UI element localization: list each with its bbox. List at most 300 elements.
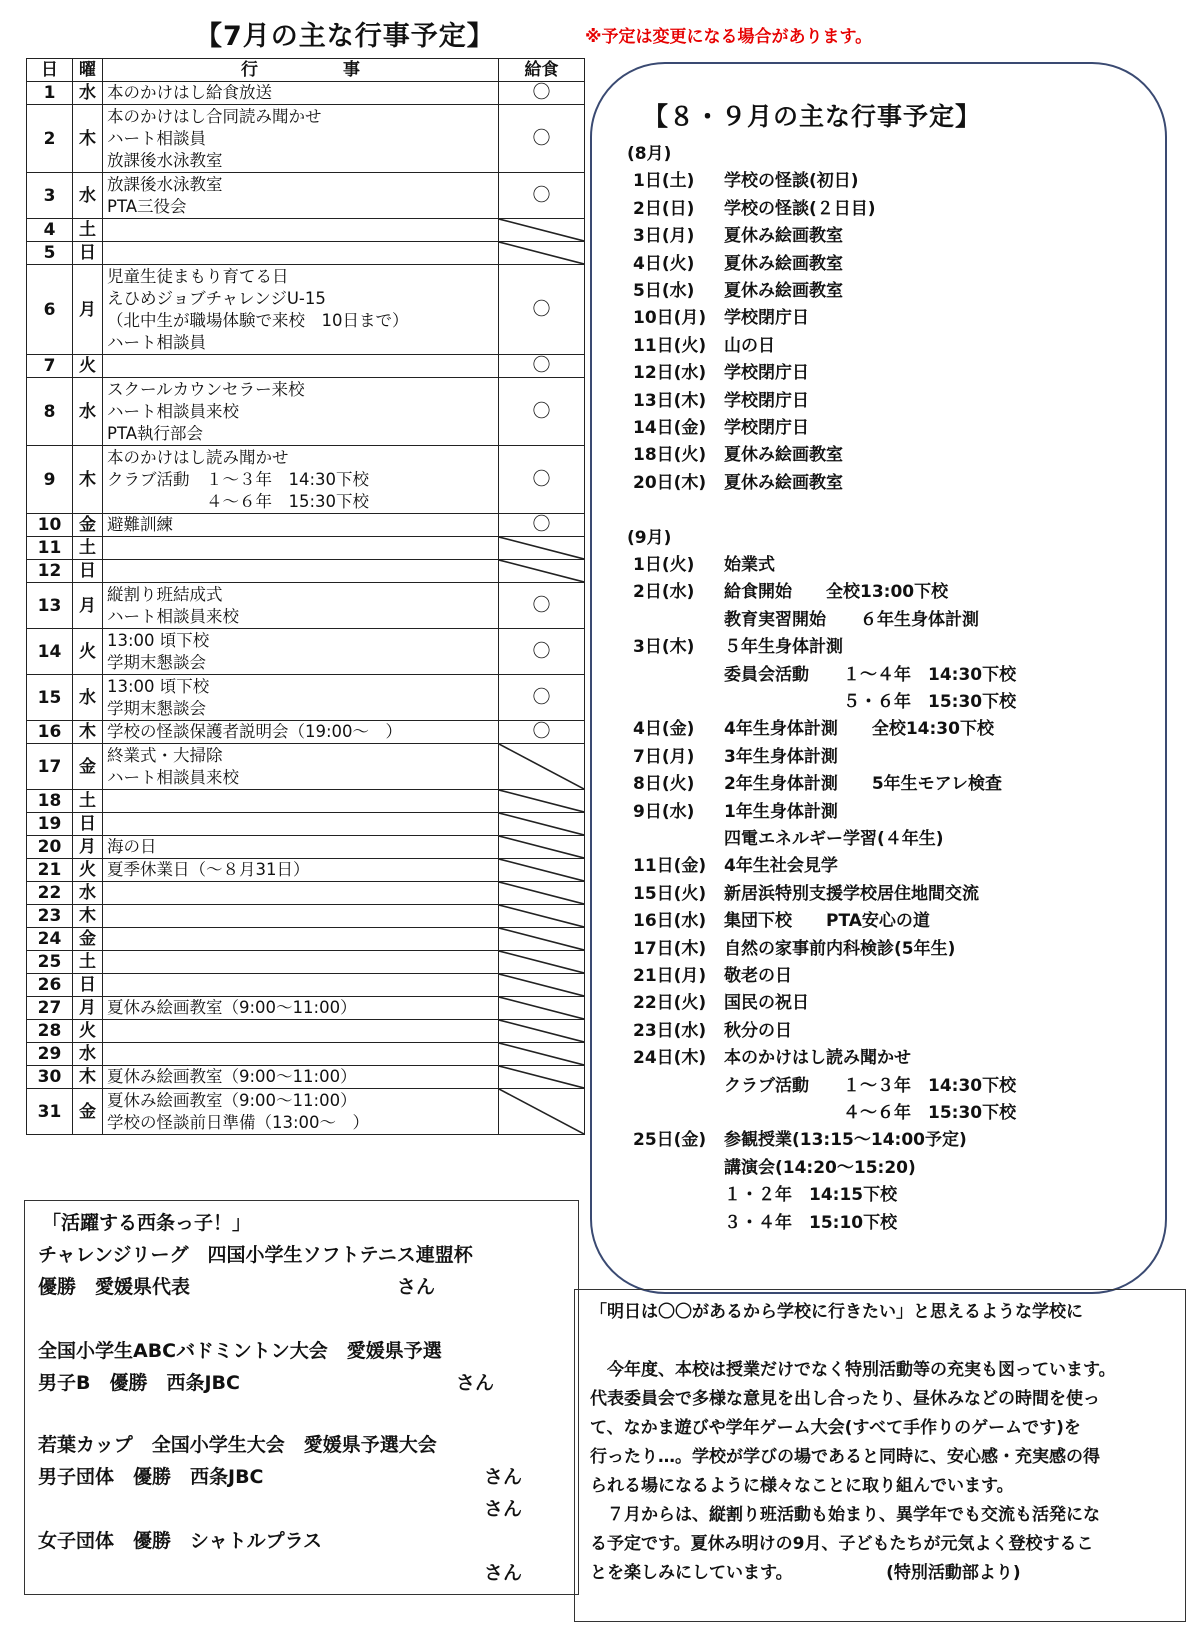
achievement-san: さん bbox=[484, 1466, 523, 1488]
schedule-date: 18日(火) bbox=[633, 445, 707, 466]
schedule-event: 敬老の日 bbox=[724, 966, 792, 986]
schedule-event: 夏休み絵画教室 bbox=[724, 226, 843, 247]
message-line: 行ったり…。学校が学びの場であると同時に、安心感・充実感の得 bbox=[590, 1447, 1100, 1467]
event-line: 縦割り班結成式 bbox=[107, 584, 223, 604]
table-row bbox=[27, 583, 585, 629]
weekday-cell: 月 bbox=[73, 836, 103, 859]
header-lunch: 給食 bbox=[499, 59, 585, 82]
day-cell: 28 bbox=[27, 1020, 73, 1043]
weekday-cell: 土 bbox=[73, 790, 103, 813]
day-cell: 30 bbox=[27, 1066, 73, 1089]
weekday-cell: 月 bbox=[73, 583, 103, 629]
lunch-cell bbox=[499, 1020, 585, 1043]
weekday-cell: 日 bbox=[73, 560, 103, 583]
lunch-circle-mark: 〇 bbox=[532, 721, 551, 742]
lunch-cell bbox=[499, 173, 585, 219]
message-line: て、なかま遊びや学年ゲーム大会(すべて手作りのゲームです)を bbox=[590, 1418, 1081, 1438]
table-row bbox=[27, 537, 585, 560]
day-cell: 23 bbox=[27, 905, 73, 928]
event-cell bbox=[103, 242, 499, 265]
schedule-date: 1日(土) bbox=[633, 171, 695, 192]
event-cell bbox=[103, 882, 499, 905]
schedule-event: 教育実習開始 ６年生身体計測 bbox=[724, 609, 979, 630]
weekday-cell: 土 bbox=[73, 951, 103, 974]
event-line: ハート相談員来校 bbox=[107, 767, 239, 787]
schedule-event: 自然の家事前内科検診(5年生) bbox=[724, 938, 956, 959]
weekday-cell: 木 bbox=[73, 905, 103, 928]
event-line: 夏休み絵画教室（9:00～11:00） bbox=[107, 1067, 357, 1086]
achievement-line: 女子団体 優勝 シャトルプラス bbox=[38, 1530, 323, 1552]
weekday-cell: 水 bbox=[73, 378, 103, 446]
event-cell bbox=[103, 721, 499, 744]
table-row bbox=[27, 1066, 585, 1089]
day-cell: 10 bbox=[27, 514, 73, 537]
event-line: 夏休み絵画教室（9:00～11:00） bbox=[107, 998, 357, 1017]
achievements-title: 「活躍する西条っ子！」 bbox=[42, 1212, 252, 1234]
no-lunch-slash-icon bbox=[499, 1089, 584, 1134]
day-cell: 5 bbox=[27, 242, 73, 265]
event-line: えひめジョブチャレンジU-15 bbox=[107, 288, 326, 308]
no-lunch-slash-icon bbox=[499, 997, 584, 1019]
event-line: 13:00 頃下校 bbox=[107, 676, 210, 696]
weekday-cell: 月 bbox=[73, 265, 103, 355]
weekday-cell: 火 bbox=[73, 629, 103, 675]
lunch-cell bbox=[499, 629, 585, 675]
event-line bbox=[107, 928, 494, 950]
lunch-circle-mark: 〇 bbox=[532, 127, 551, 149]
event-cell bbox=[103, 173, 499, 219]
weekday-cell: 水 bbox=[73, 1043, 103, 1066]
day-cell: 20 bbox=[27, 836, 73, 859]
schedule-date: 2日(日) bbox=[633, 198, 695, 219]
message-line: 今年度、本校は授業だけでなく特別活動等の充実も図っています。 bbox=[590, 1360, 1116, 1380]
event-line bbox=[107, 813, 494, 835]
month-label-september: (9月) bbox=[627, 527, 672, 548]
no-lunch-slash-icon bbox=[499, 219, 584, 241]
lunch-cell bbox=[499, 721, 585, 744]
schedule-event: 夏休み絵画教室 bbox=[724, 253, 843, 274]
weekday-cell: 日 bbox=[73, 813, 103, 836]
schedule-event: 講演会(14:20～15:20) bbox=[724, 1157, 916, 1178]
day-cell: 18 bbox=[27, 790, 73, 813]
lunch-cell bbox=[499, 951, 585, 974]
event-cell bbox=[103, 537, 499, 560]
day-cell: 29 bbox=[27, 1043, 73, 1066]
day-cell: 3 bbox=[27, 173, 73, 219]
lunch-cell bbox=[499, 859, 585, 882]
lunch-cell bbox=[499, 836, 585, 859]
event-cell bbox=[103, 859, 499, 882]
schedule-event: ３・４年 15:10下校 bbox=[724, 1212, 898, 1233]
event-line: （北中生が職場体験で来校 10日まで） bbox=[107, 310, 409, 330]
weekday-cell: 土 bbox=[73, 537, 103, 560]
lunch-cell bbox=[499, 744, 585, 790]
table-row bbox=[27, 82, 585, 105]
table-row bbox=[27, 265, 585, 355]
event-cell bbox=[103, 905, 499, 928]
event-cell bbox=[103, 560, 499, 583]
no-lunch-slash-icon bbox=[499, 560, 584, 582]
event-line bbox=[107, 219, 494, 241]
event-cell bbox=[103, 446, 499, 514]
no-lunch-slash-icon bbox=[499, 836, 584, 858]
schedule-date: 2日(水) bbox=[633, 582, 695, 603]
schedule-event: 学校の怪談(２日目) bbox=[724, 198, 876, 219]
day-cell: 8 bbox=[27, 378, 73, 446]
event-line: ハート相談員来校 bbox=[107, 606, 239, 626]
lunch-cell bbox=[499, 928, 585, 951]
event-line: 夏季休業日（～８月31日） bbox=[107, 860, 310, 879]
no-lunch-slash-icon bbox=[499, 859, 584, 881]
achievement-san: さん bbox=[456, 1372, 495, 1394]
event-line: 学期末懇談会 bbox=[107, 698, 206, 718]
day-cell: 14 bbox=[27, 629, 73, 675]
day-cell: 6 bbox=[27, 265, 73, 355]
event-cell bbox=[103, 583, 499, 629]
lunch-circle-mark: 〇 bbox=[532, 400, 551, 422]
achievement-line: チャレンジリーグ 四国小学生ソフトテニス連盟杯 bbox=[38, 1244, 473, 1266]
lunch-circle-mark: 〇 bbox=[532, 468, 551, 490]
event-cell bbox=[103, 1066, 499, 1089]
event-cell bbox=[103, 997, 499, 1020]
lunch-cell bbox=[499, 446, 585, 514]
day-cell: 13 bbox=[27, 583, 73, 629]
lunch-cell bbox=[499, 105, 585, 173]
table-row bbox=[27, 721, 585, 744]
lunch-cell bbox=[499, 219, 585, 242]
table-row bbox=[27, 514, 585, 537]
table-row bbox=[27, 997, 585, 1020]
weekday-cell: 日 bbox=[73, 242, 103, 265]
no-lunch-slash-icon bbox=[499, 790, 584, 812]
event-cell bbox=[103, 1020, 499, 1043]
table-row bbox=[27, 905, 585, 928]
weekday-cell: 火 bbox=[73, 1020, 103, 1043]
achievement-line: 男子団体 優勝 西条JBC bbox=[38, 1466, 264, 1488]
lunch-cell bbox=[499, 905, 585, 928]
july-schedule-table bbox=[26, 58, 585, 1135]
lunch-cell bbox=[499, 1066, 585, 1089]
table-row bbox=[27, 675, 585, 721]
month-label-august: (8月) bbox=[627, 144, 672, 164]
lunch-circle-mark: 〇 bbox=[532, 184, 551, 206]
achievement-line: 全国小学生ABCバドミントン大会 愛媛県予選 bbox=[38, 1340, 442, 1362]
schedule-date: 20日(木) bbox=[633, 472, 707, 493]
header-day: 日 bbox=[27, 59, 73, 82]
day-cell: 11 bbox=[27, 537, 73, 560]
schedule-date: 15日(火) bbox=[633, 883, 707, 904]
lunch-cell bbox=[499, 82, 585, 105]
schedule-event: 3年生身体計測 bbox=[724, 746, 838, 767]
schedule-event: ４～６年 15:30下校 bbox=[724, 1103, 1017, 1123]
schedule-date: 22日(火) bbox=[633, 993, 707, 1014]
no-lunch-slash-icon bbox=[499, 1043, 584, 1065]
event-line: 13:00 頃下校 bbox=[107, 630, 210, 650]
schedule-change-note: ※予定は変更になる場合があります。 bbox=[585, 27, 873, 47]
message-line: とを楽しみにしています。 (特別活動部より) bbox=[590, 1563, 1021, 1583]
no-lunch-slash-icon bbox=[499, 974, 584, 996]
schedule-event: 4年生社会見学 bbox=[724, 856, 838, 877]
table-row bbox=[27, 1043, 585, 1066]
event-line: PTA三役会 bbox=[107, 196, 187, 216]
lunch-cell bbox=[499, 790, 585, 813]
day-cell: 22 bbox=[27, 882, 73, 905]
table-row bbox=[27, 951, 585, 974]
schedule-event: 委員会活動 １～４年 14:30下校 bbox=[724, 664, 1017, 685]
schedule-event: ５・６年 15:30下校 bbox=[724, 692, 1017, 712]
weekday-cell: 木 bbox=[73, 105, 103, 173]
header-dow: 曜 bbox=[73, 59, 103, 82]
lunch-cell bbox=[499, 997, 585, 1020]
no-lunch-slash-icon bbox=[499, 242, 584, 264]
day-cell: 21 bbox=[27, 859, 73, 882]
weekday-cell: 水 bbox=[73, 675, 103, 721]
event-line: 放課後水泳教室 bbox=[107, 150, 223, 170]
achievement-line: 男子B 優勝 西条JBC bbox=[38, 1372, 240, 1394]
schedule-event: 参観授業(13:15～14:00予定) bbox=[724, 1130, 967, 1151]
no-lunch-slash-icon bbox=[499, 744, 584, 789]
day-cell: 7 bbox=[27, 355, 73, 378]
schedule-event: 夏休み絵画教室 bbox=[724, 472, 843, 493]
schedule-date: 3日(木) bbox=[633, 637, 695, 658]
message-line: ７月からは、縦割り班活動も始まり、異学年でも交流も活発にな bbox=[590, 1505, 1100, 1525]
message-heading: 「明日は〇〇があるから学校に行きたい」と思えるような学校に bbox=[590, 1302, 1083, 1322]
schedule-event: 山の日 bbox=[724, 335, 775, 356]
schedule-date: 11日(火) bbox=[633, 335, 707, 356]
day-cell: 16 bbox=[27, 721, 73, 744]
event-line bbox=[107, 951, 494, 973]
weekday-cell: 水 bbox=[73, 82, 103, 105]
day-cell: 2 bbox=[27, 105, 73, 173]
table-row bbox=[27, 813, 585, 836]
weekday-cell: 金 bbox=[73, 1089, 103, 1135]
event-line bbox=[107, 905, 494, 927]
schedule-event: 学校閉庁日 bbox=[724, 363, 809, 384]
july-table-body bbox=[27, 82, 585, 1135]
schedule-event: 4年生身体計測 全校14:30下校 bbox=[724, 719, 994, 740]
table-row bbox=[27, 242, 585, 265]
table-row bbox=[27, 790, 585, 813]
table-row bbox=[27, 219, 585, 242]
event-cell bbox=[103, 951, 499, 974]
schedule-event: 1年生身体計測 bbox=[724, 801, 838, 822]
augsep-title: 【８・９月の主な行事予定】 bbox=[643, 102, 982, 131]
day-cell: 25 bbox=[27, 951, 73, 974]
table-row bbox=[27, 629, 585, 675]
no-lunch-slash-icon bbox=[499, 951, 584, 973]
no-lunch-slash-icon bbox=[499, 928, 584, 950]
schedule-event: 四電エネルギー学習(４年生) bbox=[724, 829, 944, 849]
schedule-date: 11日(金) bbox=[633, 856, 707, 877]
schedule-event: 給食開始 全校13:00下校 bbox=[724, 582, 949, 603]
event-line: 学校の怪談前日準備（13:00～ ） bbox=[107, 1112, 370, 1132]
event-line: 夏休み絵画教室（9:00～11:00） bbox=[107, 1090, 357, 1110]
event-cell bbox=[103, 219, 499, 242]
schedule-event: 学校の怪談(初日) bbox=[724, 171, 859, 192]
schedule-date: 1日(火) bbox=[633, 555, 695, 575]
event-line: クラブ活動 １～３年 14:30下校 bbox=[107, 469, 370, 489]
event-line: 避難訓練 bbox=[107, 515, 173, 534]
message-line: られる場になるように様々なことに取り組んでいます。 bbox=[590, 1476, 1014, 1496]
event-cell bbox=[103, 974, 499, 997]
schedule-date: 14日(金) bbox=[633, 418, 707, 438]
table-row bbox=[27, 446, 585, 514]
event-cell bbox=[103, 675, 499, 721]
weekday-cell: 火 bbox=[73, 355, 103, 378]
weekday-cell: 木 bbox=[73, 1066, 103, 1089]
day-cell: 1 bbox=[27, 82, 73, 105]
table-row bbox=[27, 355, 585, 378]
event-line: 本のかけはし給食放送 bbox=[107, 83, 272, 102]
table-row bbox=[27, 173, 585, 219]
table-header-row bbox=[27, 59, 585, 82]
no-lunch-slash-icon bbox=[499, 1020, 584, 1042]
table-row bbox=[27, 974, 585, 997]
event-line bbox=[107, 974, 494, 996]
event-cell bbox=[103, 82, 499, 105]
lunch-cell bbox=[499, 378, 585, 446]
table-row bbox=[27, 882, 585, 905]
event-cell bbox=[103, 378, 499, 446]
schedule-date: 25日(金) bbox=[633, 1130, 707, 1151]
header-event: 行 事 bbox=[103, 59, 499, 82]
schedule-event: 学校閉庁日 bbox=[724, 390, 809, 411]
event-line bbox=[107, 537, 494, 559]
schedule-event: 2年生身体計測 5年生モアレ検査 bbox=[724, 774, 1002, 795]
event-line: ハート相談員 bbox=[107, 128, 206, 148]
table-row bbox=[27, 105, 585, 173]
weekday-cell: 土 bbox=[73, 219, 103, 242]
lunch-cell bbox=[499, 1089, 585, 1135]
event-line: ハート相談員来校 bbox=[107, 401, 239, 421]
event-cell bbox=[103, 355, 499, 378]
day-cell: 17 bbox=[27, 744, 73, 790]
schedule-date: 5日(水) bbox=[633, 281, 695, 301]
schedule-event: 学校閉庁日 bbox=[724, 308, 809, 329]
lunch-cell bbox=[499, 265, 585, 355]
event-line: 本のかけはし合同読み聞かせ bbox=[107, 106, 322, 126]
lunch-cell bbox=[499, 560, 585, 583]
schedule-date: 4日(火) bbox=[633, 253, 695, 274]
no-lunch-slash-icon bbox=[499, 537, 584, 559]
table-row bbox=[27, 1020, 585, 1043]
event-cell bbox=[103, 105, 499, 173]
schedule-date: 3日(月) bbox=[633, 226, 695, 247]
schedule-event: 本のかけはし読み聞かせ bbox=[724, 1048, 911, 1069]
event-line bbox=[107, 355, 494, 377]
event-cell bbox=[103, 790, 499, 813]
event-cell bbox=[103, 265, 499, 355]
schedule-event: 集団下校 PTA安心の道 bbox=[724, 911, 930, 932]
event-line bbox=[107, 560, 494, 582]
event-line: ハート相談員 bbox=[107, 332, 206, 352]
lunch-circle-mark: 〇 bbox=[532, 298, 551, 320]
day-cell: 26 bbox=[27, 974, 73, 997]
schedule-event: 国民の祝日 bbox=[724, 993, 809, 1014]
lunch-circle-mark: 〇 bbox=[532, 82, 551, 103]
event-line: 本のかけはし読み聞かせ bbox=[107, 447, 289, 467]
weekday-cell: 金 bbox=[73, 928, 103, 951]
schedule-event: ５年生身体計測 bbox=[724, 637, 843, 658]
event-line: スクールカウンセラー来校 bbox=[107, 379, 305, 399]
lunch-cell bbox=[499, 813, 585, 836]
table-row bbox=[27, 928, 585, 951]
lunch-cell bbox=[499, 675, 585, 721]
weekday-cell: 金 bbox=[73, 514, 103, 537]
event-line: PTA執行部会 bbox=[107, 423, 204, 443]
july-title: 【7月の主な行事予定】 bbox=[195, 21, 495, 52]
schedule-event: 夏休み絵画教室 bbox=[724, 281, 843, 301]
weekday-cell: 水 bbox=[73, 882, 103, 905]
day-cell: 24 bbox=[27, 928, 73, 951]
event-cell bbox=[103, 813, 499, 836]
event-line: 放課後水泳教室 bbox=[107, 174, 223, 194]
event-line: 学期末懇談会 bbox=[107, 652, 206, 672]
event-cell bbox=[103, 928, 499, 951]
schedule-date: 8日(火) bbox=[633, 774, 695, 795]
schedule-date: 21日(月) bbox=[633, 966, 707, 986]
schedule-date: 9日(水) bbox=[633, 801, 695, 822]
schedule-date: 4日(金) bbox=[633, 719, 695, 740]
event-cell bbox=[103, 836, 499, 859]
lunch-cell bbox=[499, 974, 585, 997]
schedule-date: 10日(月) bbox=[633, 308, 707, 329]
schedule-event: １・２年 14:15下校 bbox=[724, 1185, 898, 1206]
event-line bbox=[107, 882, 494, 904]
event-cell bbox=[103, 1043, 499, 1066]
schedule-event: 新居浜特別支援学校居住地間交流 bbox=[724, 883, 979, 904]
message-line: 代表委員会で多様な意見を出し合ったり、昼休みなどの時間を使っ bbox=[590, 1389, 1100, 1409]
achievement-san: さん bbox=[484, 1498, 523, 1520]
weekday-cell: 木 bbox=[73, 446, 103, 514]
table-row bbox=[27, 560, 585, 583]
lunch-cell bbox=[499, 537, 585, 560]
day-cell: 31 bbox=[27, 1089, 73, 1135]
lunch-circle-mark: 〇 bbox=[532, 640, 551, 662]
lunch-cell bbox=[499, 583, 585, 629]
event-line: 海の日 bbox=[107, 837, 157, 856]
no-lunch-slash-icon bbox=[499, 905, 584, 927]
achievement-san: さん bbox=[484, 1562, 523, 1584]
table-row bbox=[27, 1089, 585, 1135]
event-cell bbox=[103, 744, 499, 790]
event-line bbox=[107, 790, 494, 812]
lunch-circle-mark: 〇 bbox=[532, 686, 551, 708]
schedule-date: 23日(水) bbox=[633, 1020, 707, 1041]
lunch-cell bbox=[499, 1043, 585, 1066]
message-line: る予定です。夏休み明けの9月、子どもたちが元気よく登校するこ bbox=[590, 1534, 1094, 1554]
weekday-cell: 月 bbox=[73, 997, 103, 1020]
schedule-event: 始業式 bbox=[724, 555, 775, 575]
lunch-circle-mark: 〇 bbox=[532, 594, 551, 616]
weekday-cell: 火 bbox=[73, 859, 103, 882]
table-row bbox=[27, 744, 585, 790]
schedule-date: 24日(木) bbox=[633, 1048, 707, 1069]
lunch-circle-mark: 〇 bbox=[532, 355, 551, 376]
day-cell: 4 bbox=[27, 219, 73, 242]
weekday-cell: 日 bbox=[73, 974, 103, 997]
event-line bbox=[107, 1043, 494, 1065]
event-cell bbox=[103, 629, 499, 675]
schedule-event: 学校閉庁日 bbox=[724, 418, 809, 438]
event-line: 児童生徒まもり育てる日 bbox=[107, 266, 289, 286]
schedule-event: 秋分の日 bbox=[724, 1020, 792, 1041]
schedule-event: 夏休み絵画教室 bbox=[724, 445, 843, 466]
schedule-date: 13日(木) bbox=[633, 390, 707, 411]
lunch-cell bbox=[499, 514, 585, 537]
schedule-date: 7日(月) bbox=[633, 746, 695, 767]
day-cell: 27 bbox=[27, 997, 73, 1020]
